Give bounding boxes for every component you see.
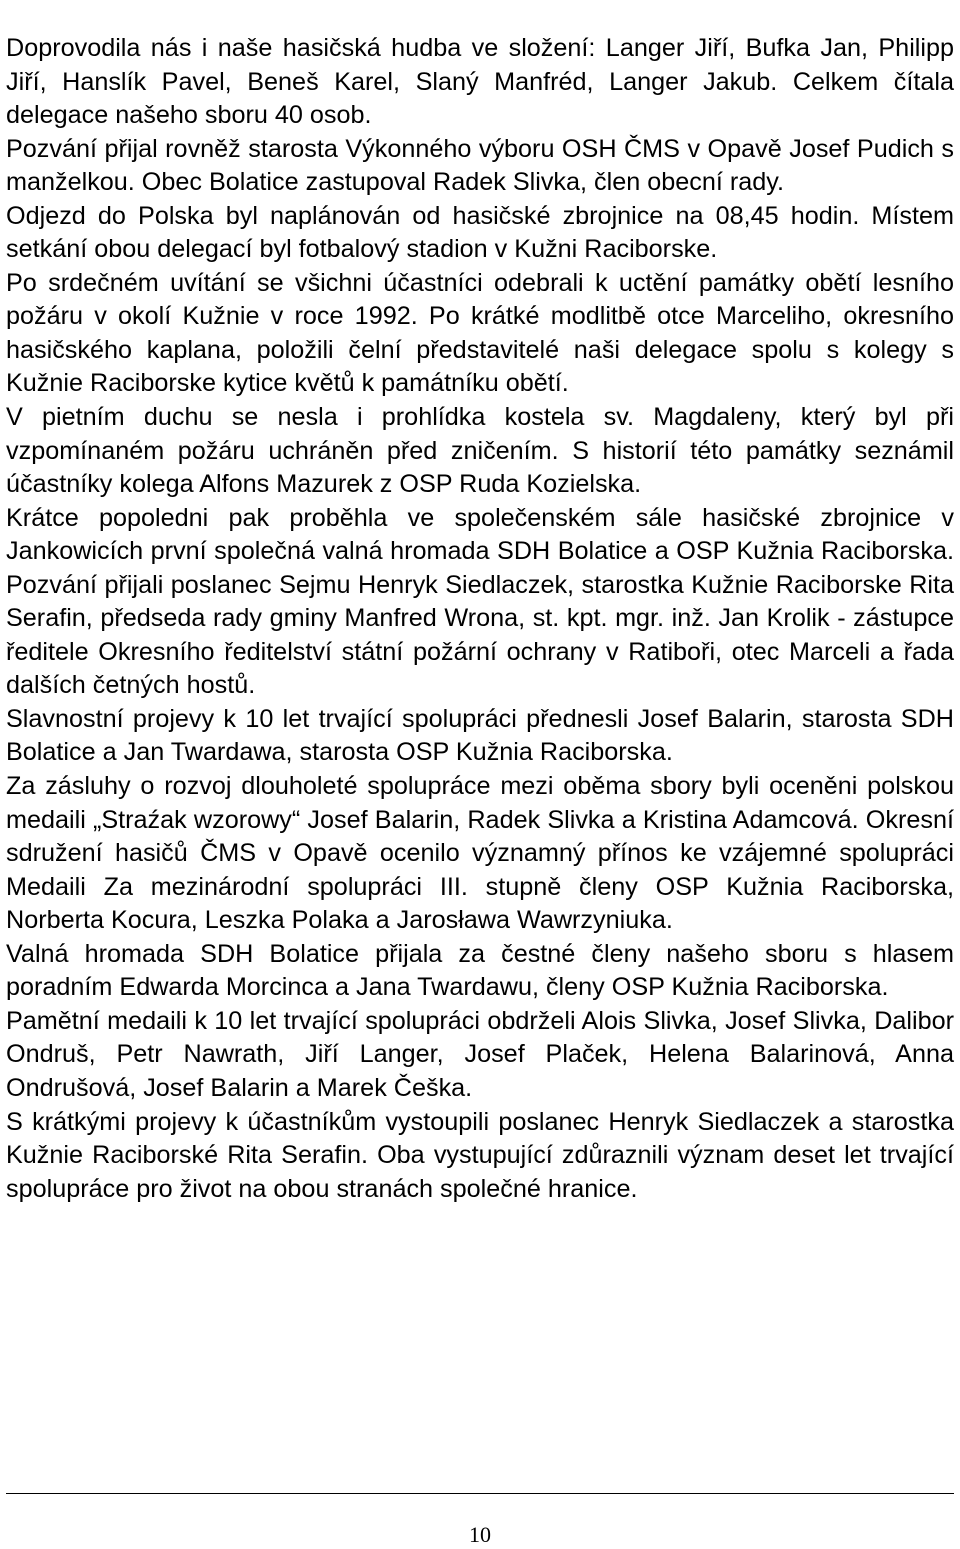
page-number: 10 xyxy=(469,1522,491,1547)
paragraph: S krátkými projevy k účastníkům vystoupili poslanec Henryk Siedlaczek a starostka Kužnie Raciborské Rita Serafin. Oba vystupující zdůraznili význam deset let trvající spolupráce pro život na obou stranách společné hranice. xyxy=(6,1107,954,1203)
paragraph: Za zásluhy o rozvoj dlouholeté spolupráce mezi oběma sbory byli oceněni polskou medaili „Straźak wzorowy“ Josef Balarin, Radek Slivka a Kristina Adamcová. Okresní sdružení hasičů ČMS v Opavě ocenilo významný přínos ke vzájemné spolupráci Medaili Za mezinárodní spolupráci III. stupně členy OSP Kužnia Raciborska, Norberta Kocura, Leszka Polaka a Jarosława Wawrzyniuka. xyxy=(6,772,954,935)
paragraph: Slavnostní projevy k 10 let trvající spolupráci přednesli Josef Balarin, starosta SDH Bolatice a Jan Twardawa, starosta OSP Kužnia Raciborska. xyxy=(6,704,954,767)
paragraph: Po srdečném uvítání se všichni účastníci odebrali k uctění památky obětí lesního požáru v okolí Kužnie v roce 1992. Po krátké modlitbě otce Marceliho, okresního hasičského kaplana, položili čelní představitelé naši delegace spolu s kolegy s Kužnie Raciborske kytice květů k památníku obětí. xyxy=(6,268,954,398)
body-text xyxy=(6,32,954,1206)
paragraph: Pozvání přijal rovněž starosta Výkonného výboru OSH ČMS v Opavě Josef Pudich s manželkou. Obec Bolatice zastupoval Radek Slivka, člen obecní rady. xyxy=(6,134,954,197)
paragraph: V pietním duchu se nesla i prohlídka kostela sv. Magdaleny, který byl při vzpomínaném požáru uchráněn před zničením. S historií této památky seznámil účastníky kolega Alfons Mazurek z OSP Ruda Kozielska. xyxy=(6,403,954,499)
paragraph: Odjezd do Polska byl naplánován od hasičské zbrojnice na 08,45 hodin. Místem setkání obou delegací byl fotbalový stadion v Kužni Raciborske. xyxy=(6,201,954,264)
footer-divider xyxy=(6,1493,954,1494)
paragraph: Doprovodila nás i naše hasičská hudba ve složení: Langer Jiří, Bufka Jan, Philipp Jiří, Hanslík Pavel, Beneš Karel, Slaný Manfréd, Langer Jakub. Celkem čítala delegace našeho sboru 40 osob. xyxy=(6,34,954,130)
paragraph: Valná hromada SDH Bolatice přijala za čestné členy našeho sboru s hlasem poradním Edwarda Morcinca a Jana Twardawu, členy OSP Kužnia Raciborska. xyxy=(6,939,954,1002)
paragraph: Pamětní medaili k 10 let trvající spolupráci obdrželi Alois Slivka, Josef Slivka, Dalibor Ondruš, Petr Nawrath, Jiří Langer, Josef Plaček, Helena Balarinová, Anna Ondrušová, Josef Balarin a Marek Češka. xyxy=(6,1006,954,1102)
paragraph: Krátce popoledni pak proběhla ve společenském sále hasičské zbrojnice v Jankowicích první společná valná hromada SDH Bolatice a OSP Kužnia Raciborska. Pozvání přijali poslanec Sejmu Henryk Siedlaczek, starostka Kužnie Raciborske Rita Serafin, předseda rady gminy Manfred Wrona, st. kpt. mgr. inž. Jan Krolik - zástupce ředitele Okresního ředitelství státní požární ochrany v Ratiboři, otec Marceli a řada dalších četných hostů. xyxy=(6,503,954,700)
